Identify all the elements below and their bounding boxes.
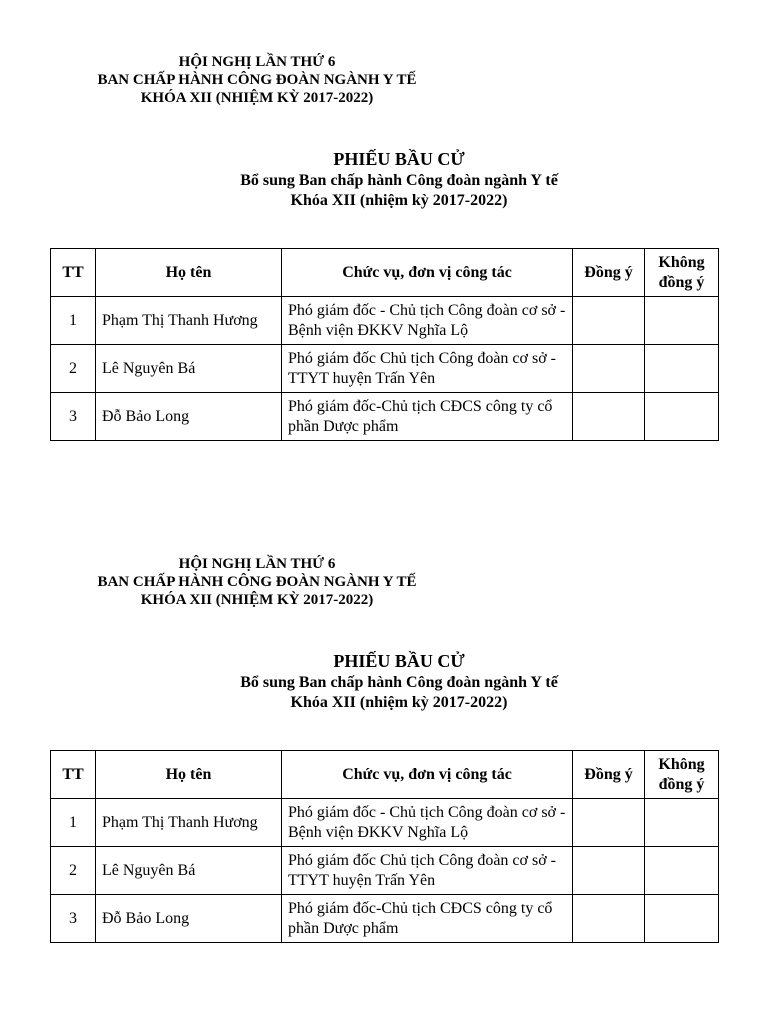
col-header-name: Họ tên (96, 249, 282, 297)
table-row (51, 345, 719, 393)
table-header-row (51, 249, 719, 297)
ballot-subtitle-2: Khóa XII (nhiệm kỳ 2017-2022) (290, 192, 508, 209)
candidate-name: Phạm Thị Thanh Hương (96, 297, 282, 345)
ballot-title: PHIẾU BẦU CỬ (333, 651, 465, 671)
table-header-row (51, 751, 719, 799)
col-header-disagree: Không đồng ý (645, 751, 719, 799)
ballot-title: PHIẾU BẦU CỬ (333, 149, 465, 169)
row-number: 1 (51, 297, 96, 345)
candidate-position: Phó giám đốc-Chủ tịch CĐCS công ty cổ phần Dược phẩm (282, 895, 573, 943)
candidate-name: Đỗ Bảo Long (96, 895, 282, 943)
table-row (51, 847, 719, 895)
row-number: 2 (51, 345, 96, 393)
candidate-table (50, 248, 719, 441)
col-header-agree: Đồng ý (573, 751, 645, 799)
conference-header (76, 555, 438, 609)
row-number: 3 (51, 895, 96, 943)
agree-cell[interactable] (573, 393, 645, 441)
agree-cell[interactable] (573, 799, 645, 847)
conference-header (76, 53, 438, 107)
candidate-position: Phó giám đốc Chủ tịch Công đoàn cơ sở - TTYT huyện Trấn Yên (282, 345, 573, 393)
table-row (51, 393, 719, 441)
candidate-name: Đỗ Bảo Long (96, 393, 282, 441)
col-header-tt: TT (51, 249, 96, 297)
col-header-disagree: Không đồng ý (645, 249, 719, 297)
ballot-form (0, 502, 768, 1002)
row-number: 1 (51, 799, 96, 847)
table-row (51, 799, 719, 847)
disagree-cell[interactable] (645, 847, 719, 895)
ballot-subtitle-1: Bổ sung Ban chấp hành Công đoàn ngành Y tế (240, 172, 558, 189)
candidate-table (50, 750, 719, 943)
col-header-tt: TT (51, 751, 96, 799)
disagree-cell[interactable] (645, 297, 719, 345)
header-line-2: BAN CHẤP HÀNH CÔNG ĐOÀN NGÀNH Y TẾ (97, 574, 417, 590)
candidate-position: Phó giám đốc-Chủ tịch CĐCS công ty cổ phần Dược phẩm (282, 393, 573, 441)
agree-cell[interactable] (573, 847, 645, 895)
header-line-1: HỘI NGHỊ LẦN THỨ 6 (178, 54, 336, 70)
ballot-form (0, 0, 768, 500)
header-line-3: KHÓA XII (NHIỆM KỲ 2017-2022) (140, 90, 374, 106)
agree-cell[interactable] (573, 895, 645, 943)
header-line-2: BAN CHẤP HÀNH CÔNG ĐOÀN NGÀNH Y TẾ (97, 72, 417, 88)
candidate-position: Phó giám đốc Chủ tịch Công đoàn cơ sở - TTYT huyện Trấn Yên (282, 847, 573, 895)
col-header-position: Chức vụ, đơn vị công tác (282, 249, 573, 297)
header-line-1: HỘI NGHỊ LẦN THỨ 6 (178, 556, 336, 572)
disagree-cell[interactable] (645, 393, 719, 441)
agree-cell[interactable] (573, 297, 645, 345)
table-row (51, 297, 719, 345)
row-number: 2 (51, 847, 96, 895)
candidate-position: Phó giám đốc - Chủ tịch Công đoàn cơ sở - Bệnh viện ĐKKV Nghĩa Lộ (282, 297, 573, 345)
disagree-cell[interactable] (645, 895, 719, 943)
candidate-position: Phó giám đốc - Chủ tịch Công đoàn cơ sở - Bệnh viện ĐKKV Nghĩa Lộ (282, 799, 573, 847)
disagree-cell[interactable] (645, 345, 719, 393)
col-header-agree: Đồng ý (573, 249, 645, 297)
ballot-subtitle-2: Khóa XII (nhiệm kỳ 2017-2022) (290, 694, 508, 711)
disagree-cell[interactable] (645, 799, 719, 847)
table-row (51, 895, 719, 943)
agree-cell[interactable] (573, 345, 645, 393)
col-header-name: Họ tên (96, 751, 282, 799)
candidate-name: Lê Nguyên Bá (96, 345, 282, 393)
header-line-3: KHÓA XII (NHIỆM KỲ 2017-2022) (140, 592, 374, 608)
row-number: 3 (51, 393, 96, 441)
col-header-position: Chức vụ, đơn vị công tác (282, 751, 573, 799)
candidate-name: Lê Nguyên Bá (96, 847, 282, 895)
candidate-name: Phạm Thị Thanh Hương (96, 799, 282, 847)
ballot-subtitle-1: Bổ sung Ban chấp hành Công đoàn ngành Y tế (240, 674, 558, 691)
